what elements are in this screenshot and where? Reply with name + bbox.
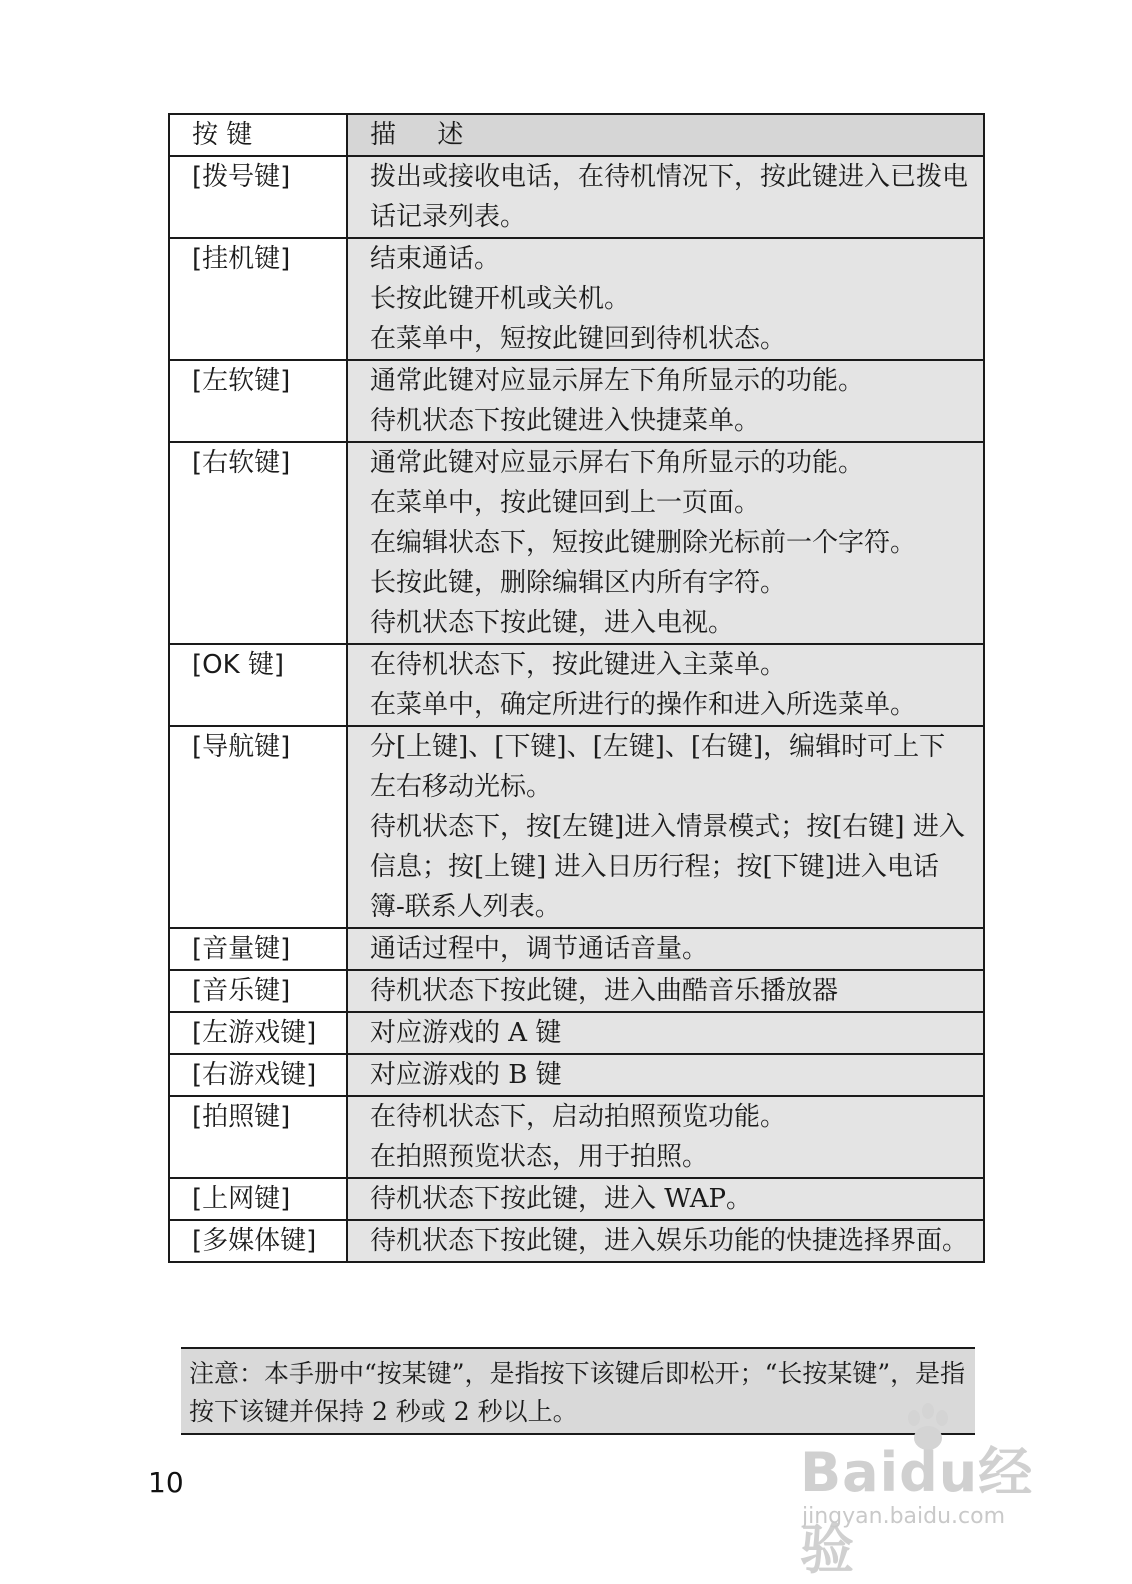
description-line: 在拍照预览状态，用于拍照。 [370,1142,709,1172]
key-name-cell: [拍照键] [169,1096,347,1178]
description-line: 对应游戏的 B 键 [370,1060,562,1090]
description-line: 通常此键对应显示屏左下角所显示的功能。 [370,366,865,396]
description-line: 长按此键开机或关机。 [370,284,631,314]
table-body [169,156,984,1262]
description-line: 通常此键对应显示屏右下角所显示的功能。 [370,448,865,478]
table-row [169,1178,984,1220]
key-name-cell: [左软键] [169,360,347,442]
key-name-cell: [右软键] [169,442,347,644]
description-line: 在编辑状态下，短按此键删除光标前一个字符。 [370,528,917,558]
key-description-cell [347,1178,984,1220]
description-line: 待机状态下，按[左键]进入情景模式；按[右键] 进入信息；按[上键] 进入日历行程；按[下键]进入电话簿-联系人列表。 [370,812,965,922]
description-line: 长按此键，删除编辑区内所有字符。 [370,568,787,598]
description-line: 在待机状态下，启动拍照预览功能。 [370,1102,787,1132]
key-description-cell [347,1096,984,1178]
key-description-cell [347,238,984,360]
key-name-cell: [多媒体键] [169,1220,347,1262]
description-line: 在菜单中，按此键回到上一页面。 [370,488,761,518]
key-name-cell: [导航键] [169,726,347,928]
key-description-cell [347,1054,984,1096]
key-name-cell: [左游戏键] [169,1012,347,1054]
watermark-brand: Baidu经验 [800,1441,1034,1581]
description-line: 在菜单中，短按此键回到待机状态。 [370,324,787,354]
header-description: 描 述 [347,114,984,156]
description-line: 待机状态下按此键，进入 WAP。 [370,1184,752,1214]
key-description-cell [347,442,984,644]
description-line: 对应游戏的 A 键 [370,1018,562,1048]
description-line: 待机状态下按此键，进入娱乐功能的快捷选择界面。 [370,1226,969,1256]
description-line: 待机状态下按此键进入快捷菜单。 [370,406,761,436]
description-line: 待机状态下按此键，进入曲酷音乐播放器 [370,976,839,1006]
note-text: 注意：本手册中“按某键”，是指按下该键后即松开；“长按某键”，是指按下该键并保持 2 秒或 2 秒以上。 [189,1359,966,1426]
table-row [169,970,984,1012]
table-row [169,726,984,928]
header-key: 按 键 [169,114,347,156]
description-line: 拨出或接收电话，在待机情况下，按此键进入已拨电话记录列表。 [370,162,969,232]
key-description-table [168,113,985,1263]
key-name-cell: [拨号键] [169,156,347,238]
table-row [169,360,984,442]
table-row [169,644,984,726]
key-name-cell: [音乐键] [169,970,347,1012]
key-description-cell [347,644,984,726]
description-line: 待机状态下按此键，进入电视。 [370,608,735,638]
table-row [169,928,984,970]
key-description-cell [347,156,984,238]
key-name-cell: [上网键] [169,1178,347,1220]
description-line: 在菜单中，确定所进行的操作和进入所选菜单。 [370,690,917,720]
table-row [169,238,984,360]
description-line: 通话过程中，调节通话音量。 [370,934,709,964]
key-name-cell: [挂机键] [169,238,347,360]
table-row [169,156,984,238]
watermark [800,1400,1060,1581]
key-description-cell [347,726,984,928]
key-name-cell: [OK 键] [169,644,347,726]
table-row [169,1012,984,1054]
key-description-cell [347,970,984,1012]
key-name-cell: [音量键] [169,928,347,970]
table-row [169,1096,984,1178]
watermark-url: jingyan.baidu.com [802,1504,1006,1529]
key-description-cell [347,1012,984,1054]
table-row [169,1054,984,1096]
table-row [169,1220,984,1262]
table-header-row [169,114,984,156]
description-line: 结束通话。 [370,244,501,274]
page-number: 10 [148,1466,184,1499]
key-description-cell [347,1220,984,1262]
table-row [169,442,984,644]
description-line: 在待机状态下，按此键进入主菜单。 [370,650,787,680]
description-line: 分[上键]、[下键]、[左键]、[右键]，编辑时可上下左右移动光标。 [370,732,946,802]
key-description-cell [347,928,984,970]
key-name-cell: [右游戏键] [169,1054,347,1096]
key-description-cell [347,360,984,442]
